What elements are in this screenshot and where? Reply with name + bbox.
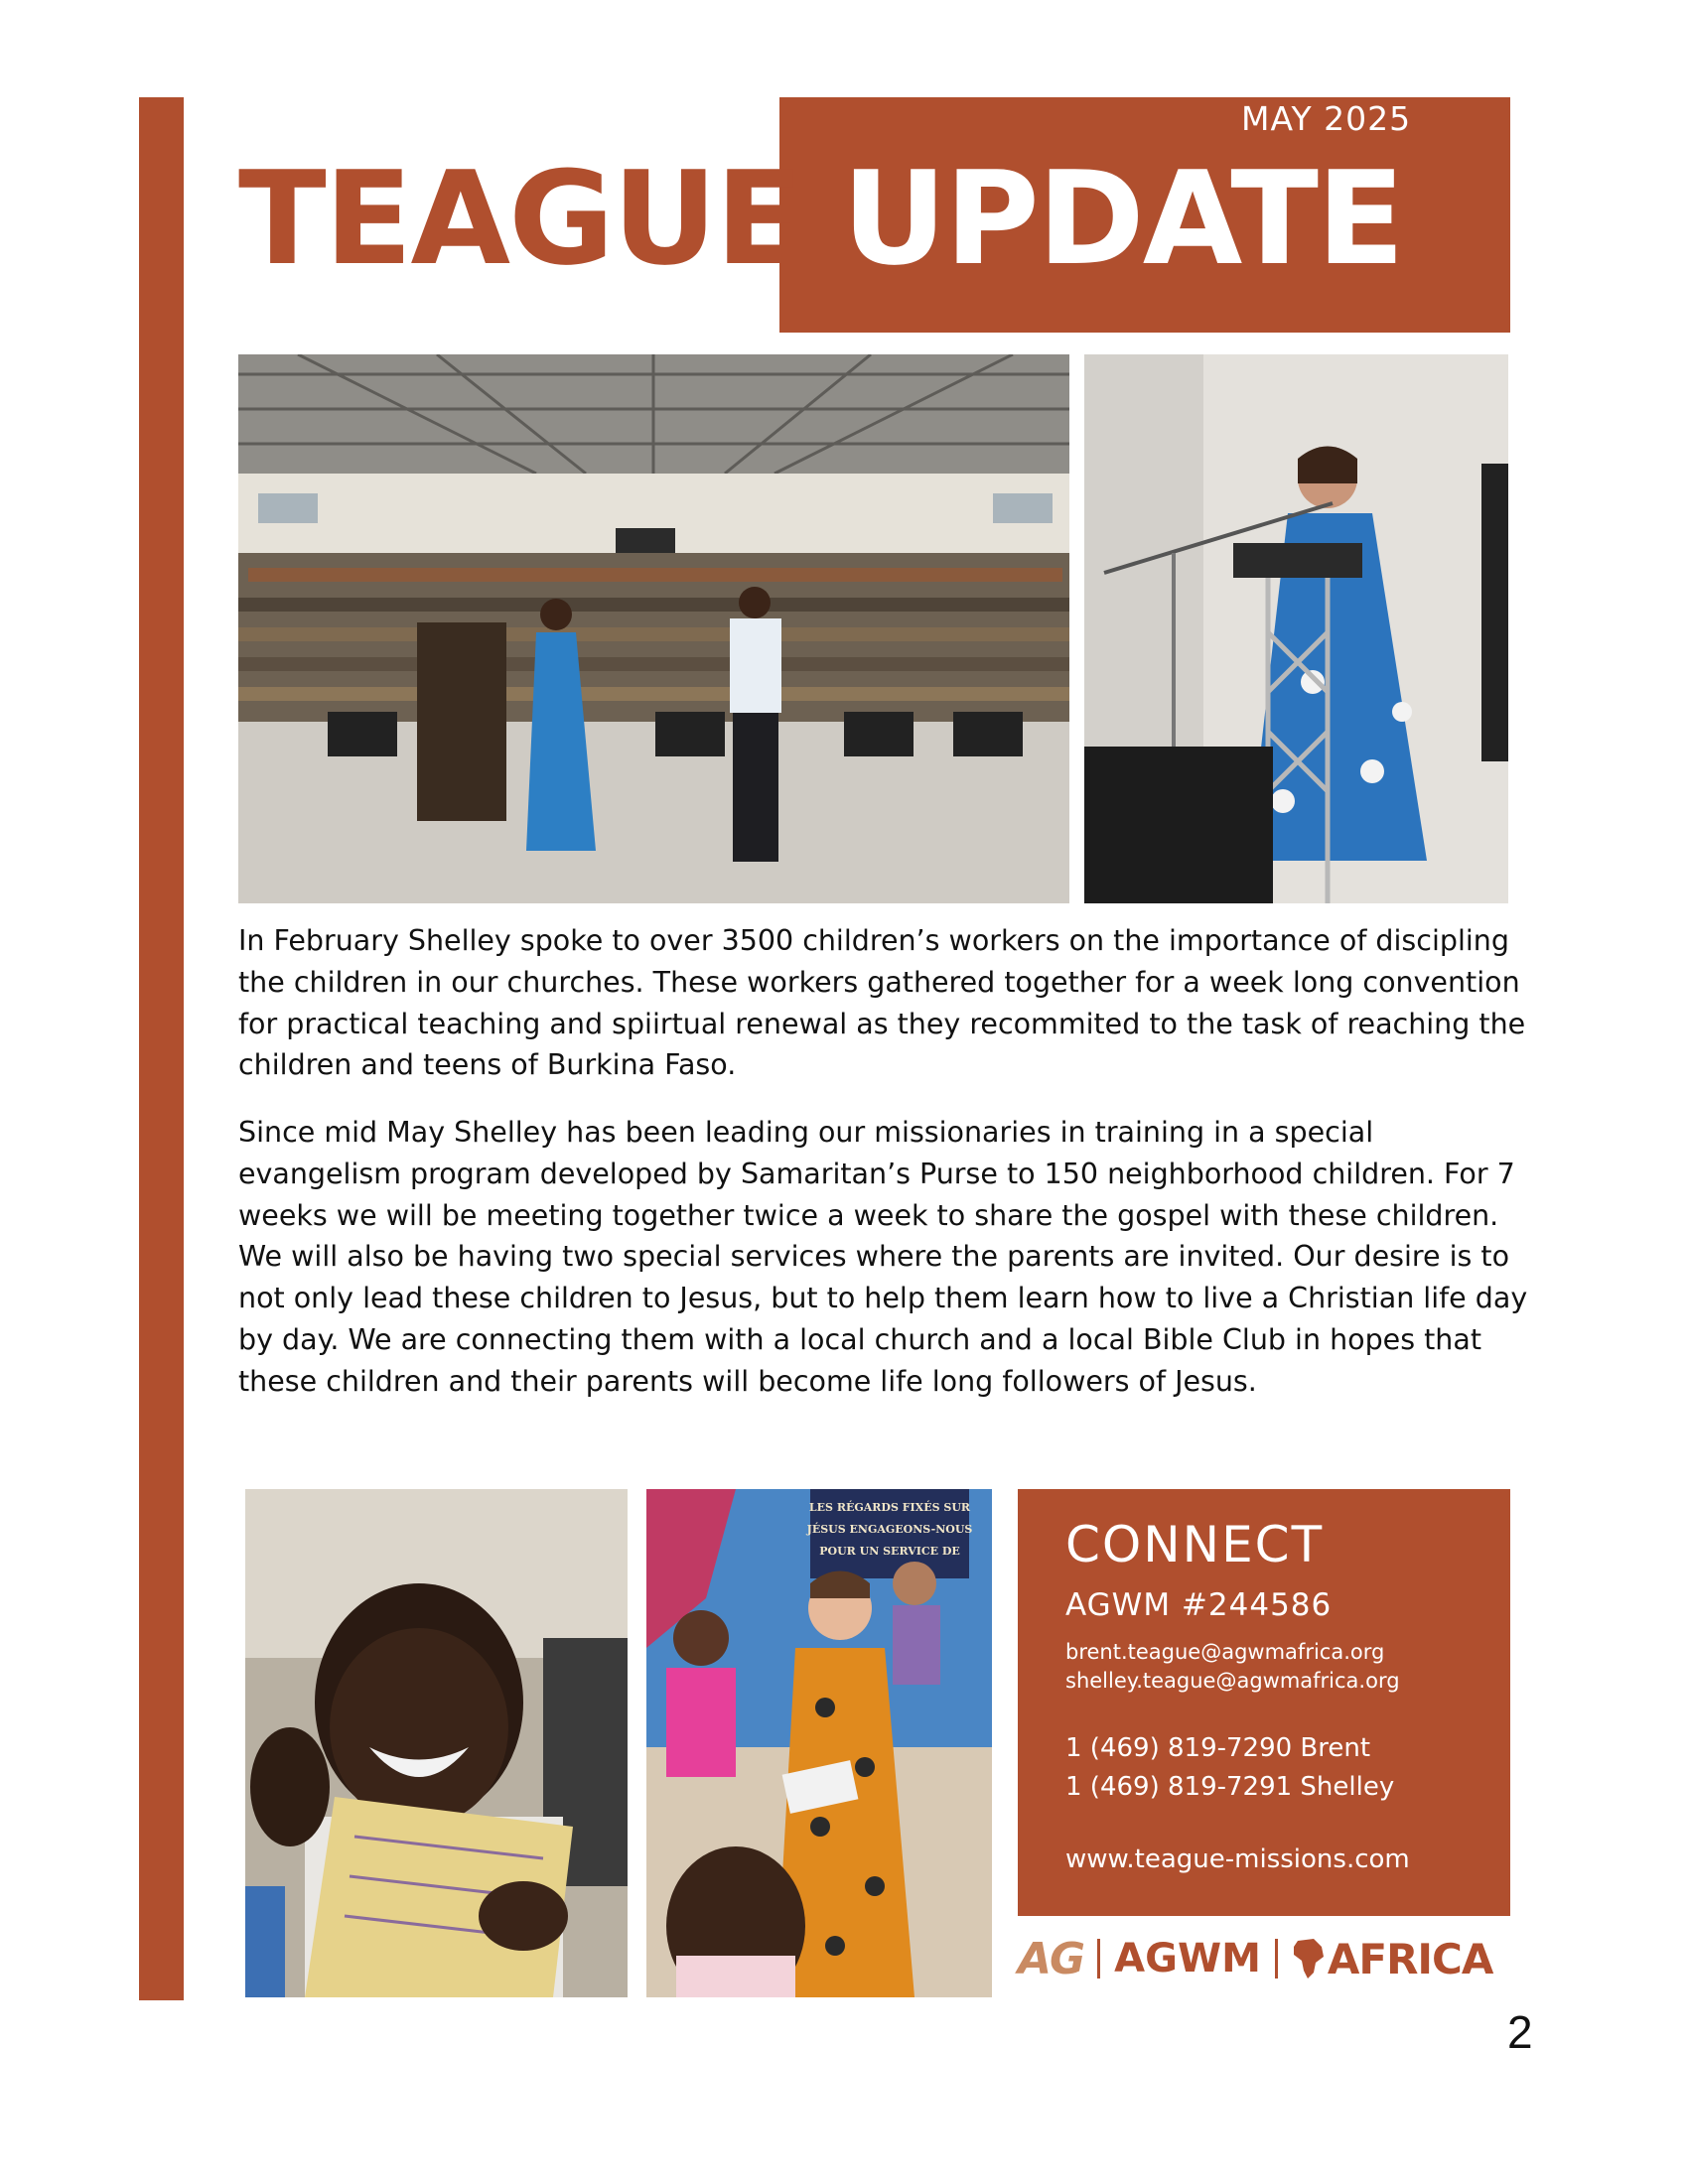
paragraph-convention: In February Shelley spoke to over 3500 children’s workers on the importance of discipling the children in our churches. These workers gathered together for a week long convention for practical teaching and spiirtual renewal as they recommited to the task of reaching the children and teens of Burkina Faso. (238, 924, 1526, 1082)
connect-title: CONNECT (1065, 1516, 1325, 1573)
title-teague: TEAGUE (238, 143, 802, 294)
issue-date: MAY 2025 (1241, 99, 1412, 138)
banner-line-1: LES RÉGARDS FIXÉS SUR (808, 1501, 971, 1514)
email-brent[interactable]: brent.teague@agwmafrica.org (1065, 1640, 1385, 1664)
website-link[interactable]: www.teague-missions.com (1065, 1844, 1410, 1874)
paragraph-evangelism: Since mid May Shelley has been leading our missionaries in training in a special evangelism program developed by Samaritan’s Purse to 150 neighborhood children. For 7 weeks we will be meeting together twice a week to share the gospel with these children. We will also be having two special services where the parents are invited. Our desire is to not only lead these children to Jesus, but to help them learn how to live a Christian life day by day. We are connecting them with a local church and a local Bible Club in hopes that these children and their parents will become life long followers of Jesus. (238, 1116, 1528, 1398)
phone-brent[interactable]: 1 (469) 819-7290 Brent (1065, 1733, 1371, 1763)
title-update: UPDATE (842, 143, 1403, 294)
agwm-account-number: AGWM #244586 (1065, 1587, 1333, 1623)
smiling-child-photo (245, 1489, 628, 1997)
ag-logo: AG (1018, 1933, 1084, 1984)
banner-line-2: JÉSUS ENGAGEONS-NOUS (806, 1523, 973, 1536)
page-number: 2 (1507, 2006, 1533, 2058)
side-accent-bar (139, 97, 184, 2000)
africa-map-icon (1292, 1937, 1326, 1980)
convention-hall-photo (238, 354, 1069, 903)
africa-logo: AFRICA (1327, 1934, 1493, 1983)
phone-shelley[interactable]: 1 (469) 819-7291 Shelley (1065, 1772, 1395, 1802)
missionary-children-photo (646, 1489, 992, 1997)
banner-line-3: POUR UN SERVICE DE (819, 1545, 960, 1558)
logo-divider (1097, 1939, 1100, 1979)
logo-strip (1018, 1930, 1514, 1987)
logo-divider (1275, 1939, 1278, 1979)
email-shelley[interactable]: shelley.teague@agwmafrica.org (1065, 1669, 1400, 1693)
speaker-podium-photo (1084, 354, 1508, 903)
agwm-logo: AGWM (1114, 1936, 1261, 1981)
connect-box (1018, 1489, 1510, 1916)
